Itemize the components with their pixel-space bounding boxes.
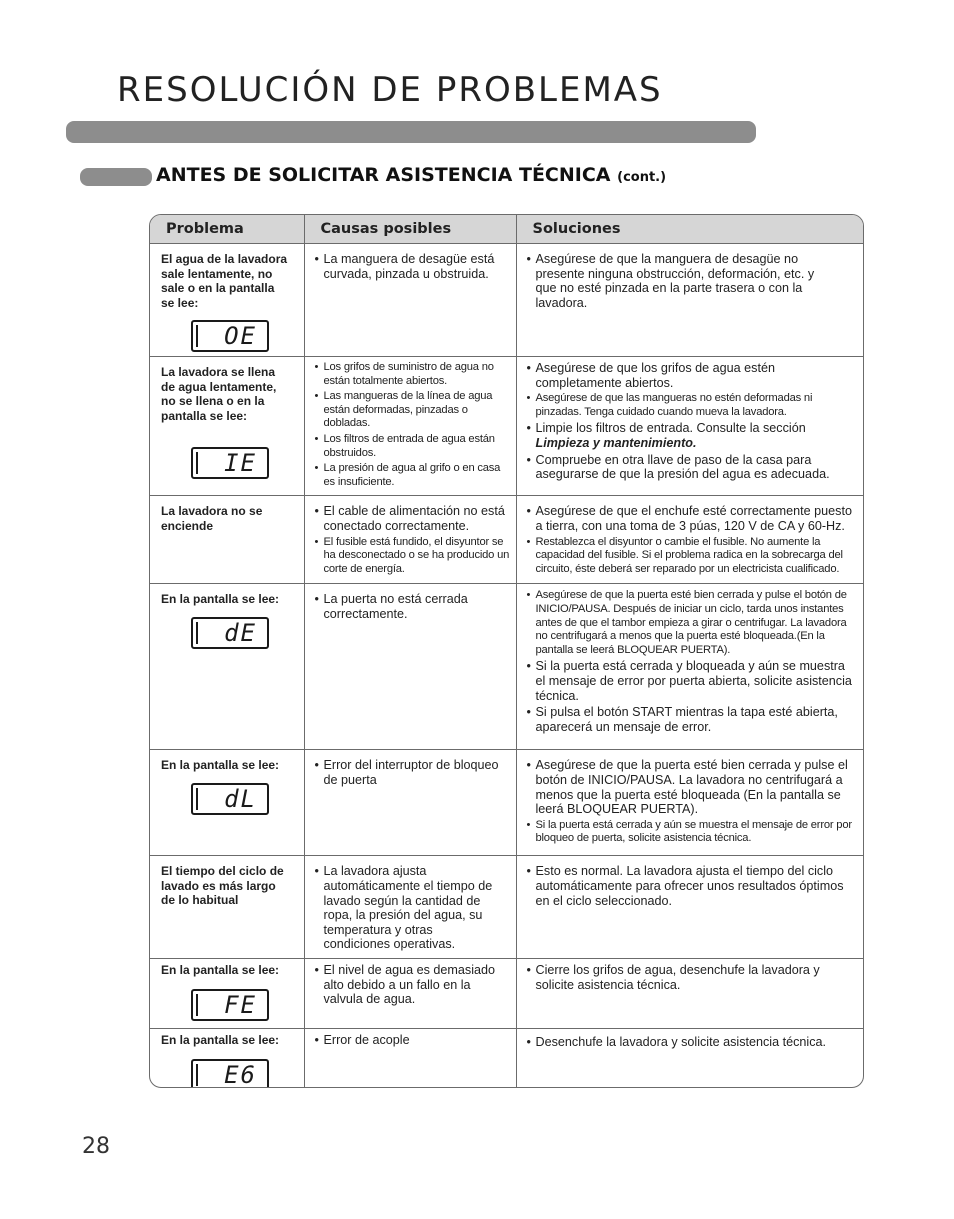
causes-cell <box>304 1028 516 1088</box>
solution-item: • Si la puerta está cerrada y bloqueada y aún se muestra el mensaje de error por puerta abierta, solicite asistencia técnica. <box>527 659 858 703</box>
solution-item: • Asegúrese de que la manguera de desagüe no presente ninguna obstrucción, deformación, etc. y que no esté pinzada en la parte trasera o con la lavadora. <box>527 252 858 310</box>
causes-cell <box>304 244 516 357</box>
table-row <box>150 496 863 584</box>
problem-cell <box>150 1028 304 1088</box>
header-causes: Causas posibles <box>304 215 516 244</box>
causes-cell <box>304 496 516 584</box>
section-title <box>156 164 666 186</box>
solution-text: Limpie los filtros de entrada. Consulte la sección <box>535 421 806 436</box>
solutions-cell <box>516 1028 863 1088</box>
solution-item: • Asegúrese de que los grifos de agua estén completamente abiertos. <box>527 361 858 390</box>
problem-text: La lavadora no se enciende <box>161 504 263 533</box>
cause-item: • La puerta no está cerrada correctamente. <box>315 592 510 621</box>
solution-item: • Restablezca el disyuntor o cambie el fusible. No aumente la capacidad del fusible. Si el problema radica en la sobrecarga del circuito, éste deberá ser reparado por un electricista cualificado. <box>527 536 858 577</box>
display-code-icon <box>191 1059 269 1088</box>
display-code: OE <box>224 322 257 350</box>
display-code: IE <box>224 449 257 477</box>
table-row <box>150 357 863 496</box>
cause-item: • Error del interruptor de bloqueo de puerta <box>315 758 510 787</box>
problem-cell <box>150 750 304 856</box>
display-code: dE <box>224 618 257 647</box>
causes-cell <box>304 958 516 1028</box>
display-code: E6 <box>224 1061 257 1088</box>
problem-cell <box>150 357 304 496</box>
solutions-cell <box>516 244 863 357</box>
solution-item: • Compruebe en otra llave de paso de la casa para asegurarse de que la presión del agua es adecuada. <box>527 453 858 482</box>
header-problem: Problema <box>150 215 304 244</box>
solution-emphasis: Limpieza y mantenimiento. <box>535 435 697 450</box>
troubleshooting-table <box>149 214 864 1088</box>
table-row <box>150 584 863 750</box>
causes-cell <box>304 750 516 856</box>
solutions-cell <box>516 856 863 959</box>
problem-text: En la pantalla se lee: <box>161 758 280 773</box>
display-code-icon <box>191 447 269 479</box>
causes-cell <box>304 357 516 496</box>
solution-item: • Cierre los grifos de agua, desenchufe la lavadora y solicite asistencia técnica. <box>527 963 858 992</box>
troubleshooting-grid <box>150 215 863 1088</box>
problem-cell <box>150 244 304 357</box>
causes-cell <box>304 584 516 750</box>
page-title: RESOLUCIÓN DE PROBLEMAS <box>117 70 663 110</box>
solution-item: • Asegúrese de que el enchufe esté correctamente puesto a tierra, con una toma de 3 púas, 120 V de CA y 60-Hz. <box>527 504 858 533</box>
solutions-cell <box>516 750 863 856</box>
table-row <box>150 1028 863 1088</box>
problem-text: El tiempo del ciclo de lavado es más largo de lo habitual <box>161 864 284 908</box>
display-code-icon <box>191 989 269 1021</box>
problem-text: El agua de la lavadora sale lentamente, no sale o en la pantalla se lee: <box>161 252 288 310</box>
table-header-row <box>150 215 863 244</box>
cause-item: • El fusible está fundido, el disyuntor se ha desconectado o se ha producido un corte de energía. <box>315 536 510 577</box>
cause-item: • El cable de alimentación no está conectado correctamente. <box>315 504 510 533</box>
problem-cell <box>150 856 304 959</box>
solutions-cell <box>516 584 863 750</box>
problem-text: En la pantalla se lee: <box>161 1032 280 1047</box>
table-row <box>150 856 863 959</box>
solutions-cell <box>516 357 863 496</box>
page-number: 28 <box>82 1134 110 1159</box>
solution-item: • Asegúrese de que las mangueras no estén deformadas ni pinzadas. Tenga cuidado cuando mueva la lavadora. <box>527 392 858 419</box>
cause-item: • Error de acople <box>315 1033 510 1048</box>
section-title-cont: (cont.) <box>617 170 667 185</box>
problem-cell <box>150 496 304 584</box>
display-code-icon <box>191 617 269 649</box>
solution-item: • Asegúrese de que la puerta esté bien cerrada y pulse el botón de INICIO/PAUSA. La lavadora no centrifugará a menos que la puerta esté bloqueada (En la pantalla se leerá BLOQUEAR PUERTA). <box>527 758 858 816</box>
solutions-cell <box>516 958 863 1028</box>
cause-item: • La lavadora ajusta automáticamente el tiempo de lavado según la cantidad de ropa, la presión del agua, su temperatura y otras condiciones operativas. <box>315 864 510 952</box>
solution-item: • Si la puerta está cerrada y aún se muestra el mensaje de error por bloqueo de puerta, solicite asistencia técnica. <box>527 819 858 846</box>
header-solutions: Soluciones <box>516 215 863 244</box>
title-underline-bar <box>66 121 756 143</box>
display-code-icon <box>191 320 269 352</box>
cause-item: • Los filtros de entrada de agua están obstruidos. <box>315 433 510 460</box>
solutions-cell <box>516 496 863 584</box>
cause-item: • Los grifos de suministro de agua no están totalmente abiertos. <box>315 361 510 388</box>
problem-text: En la pantalla se lee: <box>161 962 280 977</box>
section-marker <box>80 168 152 186</box>
problem-text: En la pantalla se lee: <box>161 592 280 607</box>
solution-item: • Esto es normal. La lavadora ajusta el tiempo del ciclo automáticamente para ofrecer unos resultados óptimos en el ciclo seleccionado. <box>527 864 858 908</box>
table-row <box>150 244 863 357</box>
solution-item: • Asegúrese de que la puerta esté bien cerrada y pulse el botón de INICIO/PAUSA. Después de iniciar un ciclo, tarda unos instantes antes de que el tambor empieza a girar o centrifugar. La lavadora no centrifugará a menos que la puerta esté bloqueada.(En la pantalla se leerá BLOQUEAR PUERTA). <box>527 589 858 657</box>
table-row <box>150 750 863 856</box>
cause-item: • El nivel de agua es demasiado alto debido a un fallo en la valvula de agua. <box>315 963 510 1007</box>
solution-item <box>527 421 858 450</box>
causes-cell <box>304 856 516 959</box>
cause-item: • Las mangueras de la línea de agua están deformadas, pinzadas o dobladas. <box>315 390 510 431</box>
cause-item: • La presión de agua al grifo o en casa es insuficiente. <box>315 462 510 489</box>
table-row <box>150 958 863 1028</box>
cause-item: • La manguera de desagüe está curvada, pinzada u obstruida. <box>315 252 510 281</box>
section-title-text: ANTES DE SOLICITAR ASISTENCIA TÉCNICA <box>156 164 611 186</box>
solution-item: • Si pulsa el botón START mientras la tapa esté abierta, aparecerá un mensaje de error. <box>527 705 858 734</box>
display-code-icon <box>191 783 269 815</box>
problem-cell <box>150 958 304 1028</box>
solution-item: • Desenchufe la lavadora y solicite asistencia técnica. <box>527 1035 858 1050</box>
display-code: FE <box>224 991 257 1020</box>
problem-cell <box>150 584 304 750</box>
problem-text: La lavadora se llena de agua lentamente, no se llena o en la pantalla se lee: <box>161 365 277 423</box>
display-code: dL <box>224 784 257 813</box>
